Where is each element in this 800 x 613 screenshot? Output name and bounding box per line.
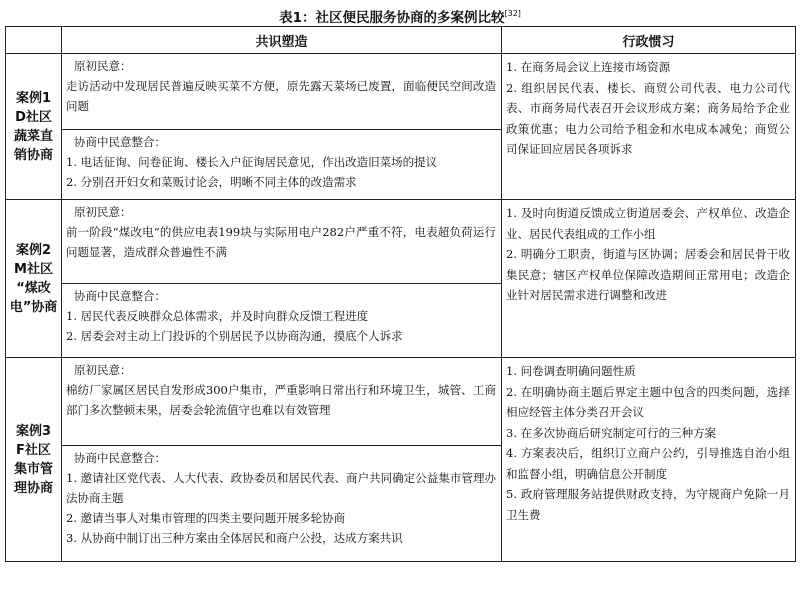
case-3-name-line: 理协商 [13, 480, 53, 496]
original-opinion-text: 走访活动中发现居民普遍反映买菜不方便，原先露天菜场已废置，面临便民空间改造问题 [66, 79, 496, 113]
admin-item: 2. 在明确协商主题后界定主题中包含的四类问题，选择相应经管主体分类召开会议 [506, 384, 790, 419]
original-opinion-text: 棉纺厂家属区居民自发形成300户集市，严重影响日常出行和环境卫生，城管、工商部门多次整顿未果，居委会轮流值守也难以有效管理 [66, 383, 496, 417]
header-consensus: 共识塑造 [62, 27, 502, 54]
admin-item: 3. 在多次协商后研究制定可行的三种方案 [506, 425, 717, 440]
original-opinion-label: 原初民意： [74, 59, 132, 73]
case-3-opinion-integration [62, 446, 502, 562]
case-1-admin-habits [502, 54, 796, 200]
admin-item: 4. 方案表决后，组织订立商户公约，引导推选自治小组和监督小组，明确信息公开制度 [506, 446, 790, 481]
admin-item: 1. 及时向街道反馈成立街道居委会、产权单位、改造企业、居民代表组成的工作小组 [506, 206, 790, 241]
case-2-admin-habits [502, 200, 796, 358]
case-1-opinion-integration [62, 130, 502, 200]
case-1-name-line: 销协商 [13, 147, 53, 163]
case-2-name-line: 案例2 [15, 242, 52, 258]
case-3-name [6, 358, 62, 562]
case-1-name [6, 54, 62, 200]
case-1-row-original [6, 54, 796, 130]
table-title: 表1：社区便民服务协商的多案例比较 [279, 10, 505, 26]
integration-label: 协商中民意整合： [74, 289, 166, 303]
original-opinion-label: 原初民意： [74, 205, 132, 219]
header-admin: 行政惯习 [502, 27, 796, 54]
case-1-original-opinion [62, 54, 502, 130]
case-2-name [6, 200, 62, 358]
integration-item: 2. 邀请当事人对集市管理的四类主要问题开展多轮协商 [66, 511, 346, 525]
integration-item: 1. 电话征询、问卷征询、楼长入户征询居民意见，作出改造旧菜场的提议 [66, 155, 438, 169]
admin-item: 1. 问卷调查明确问题性质 [506, 364, 636, 378]
original-opinion-text: 前一阶段“煤改电”的供应电表199块与实际用电户282户严重不符，电表超负荷运行问题显著，造成群众普遍性不满 [66, 225, 496, 259]
case-2-row-original [6, 200, 796, 284]
case-3-row-original [6, 358, 796, 446]
case-2-original-opinion [62, 200, 502, 284]
case-2-name-line: “煤改 [16, 280, 51, 296]
integration-item: 1. 居民代表反映群众总体需求，并及时向群众反馈工程进度 [66, 309, 369, 323]
admin-item: 5. 政府管理服务站提供财政支持，为守规商户免除一月卫生费 [506, 487, 790, 522]
case-1-name-line: 案例1 [15, 90, 52, 106]
header-case [6, 27, 62, 54]
admin-item: 2. 组织居民代表、楼长、商贸公司代表、电力公司代表、市商务局代表召开会议形成方案；商务局给予企业政策优惠；电力公司给予租金和水电成本减免；商贸公司保证回应居民各项诉求 [506, 80, 790, 156]
table-header-row [6, 27, 796, 54]
case-2-name-line: 电”协商 [9, 299, 58, 315]
integration-item: 3. 从协商中制订出三种方案由全体居民和商户公投，达成方案共识 [66, 531, 403, 545]
integration-label: 协商中民意整合： [74, 135, 166, 149]
case-3-name-line: 集市管 [13, 461, 53, 477]
integration-label: 协商中民意整合： [74, 451, 166, 465]
case-3-admin-habits [502, 358, 796, 562]
case-3-name-line: 案例3 [15, 423, 52, 439]
case-1-name-line: D社区 [15, 109, 52, 125]
admin-item: 1. 在商务局会议上连接市场资源 [506, 60, 671, 74]
original-opinion-label: 原初民意： [74, 363, 132, 377]
admin-item: 2. 明确分工职责，街道与区协调；居委会和居民骨干收集民意；辖区产权单位保障改造期间正常用电；改造企业针对居民需求进行调整和改进 [506, 247, 790, 302]
table-caption [5, 2, 795, 26]
case-2-opinion-integration [62, 284, 502, 358]
integration-item: 2. 居委会对主动上门投诉的个别居民予以协商沟通，摸底个人诉求 [66, 329, 403, 343]
case-3-name-line: F社区 [16, 442, 51, 458]
case-3-original-opinion [62, 358, 502, 446]
integration-item: 1. 邀请社区党代表、人大代表、政协委员和居民代表、商户共同确定公益集市管理办法协商主题 [66, 471, 496, 505]
reference-mark: [32] [504, 9, 521, 18]
integration-item: 2. 分别召开妇女和菜贩讨论会，明晰不同主体的改造需求 [66, 175, 357, 189]
case-2-name-line: M社区 [14, 261, 53, 277]
case-1-name-line: 蔬菜直 [13, 128, 53, 144]
comparison-table [5, 26, 796, 562]
